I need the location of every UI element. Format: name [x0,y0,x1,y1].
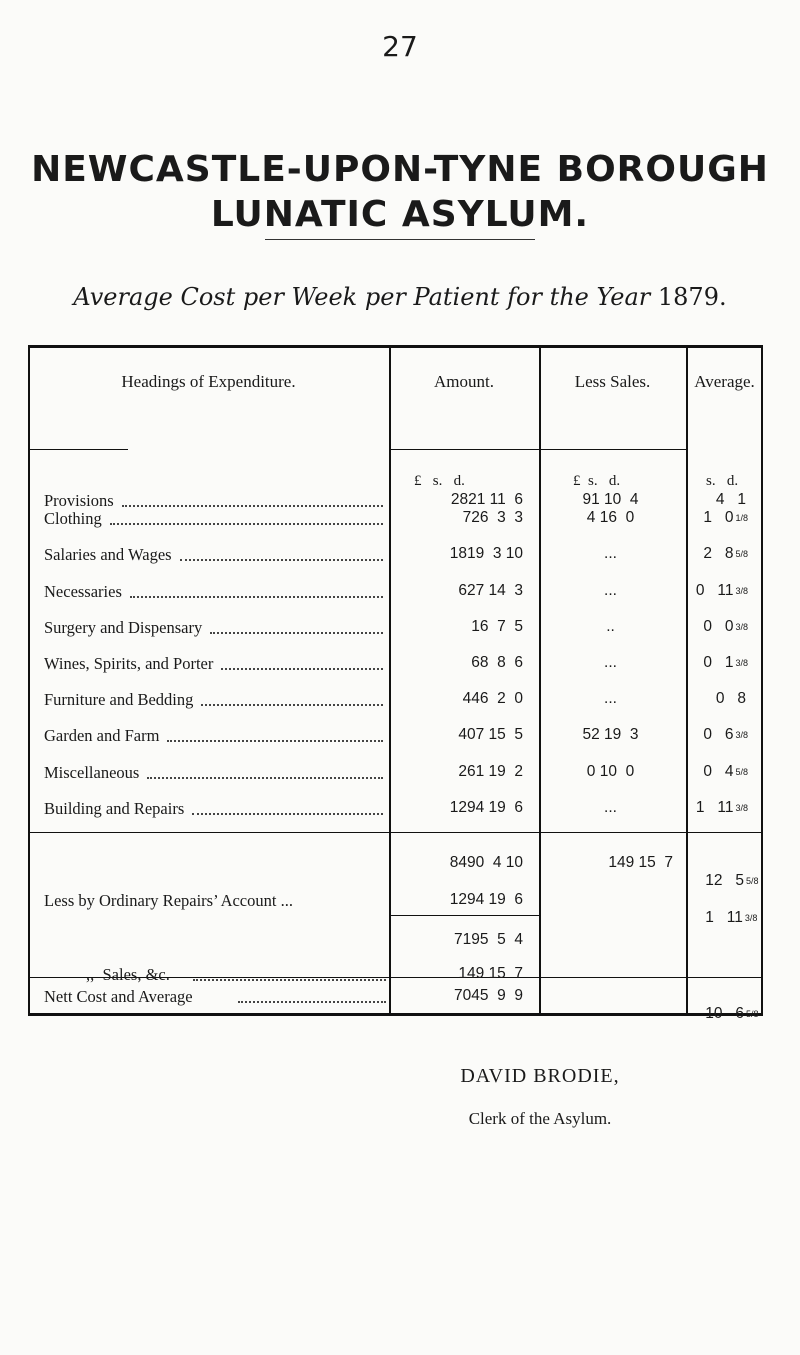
total-avg-d: 5 [735,872,745,889]
row-avg-frac: 3/8 [735,657,748,668]
row-avg-d: 4 [724,762,734,780]
row-average [688,763,748,781]
row-label: Miscellaneous [44,762,140,782]
row-label: Necessaries [44,581,122,601]
table-right-border [761,345,763,1015]
totals-rule [28,832,763,833]
col-divider-2 [539,345,541,1015]
row-average [688,799,748,817]
row-avg-s: 0 [703,617,712,635]
row-amount: 627 14 3 [458,581,523,599]
row-avg-s: 0 [715,690,725,708]
table-bottom-border [28,1013,763,1016]
leader-dots [192,813,383,815]
row-label: Garden and Farm [44,726,160,746]
row-label: Salaries and Wages [44,545,172,565]
total-amount: 8490 4 10 [449,854,523,871]
row-avg-d: 0 [724,617,734,635]
subtotal-amount: 7195 5 4 [454,931,523,948]
nett-avg-frac: 5/8 [746,1008,759,1019]
row-avg-d: 11 [717,581,734,599]
row-avg-d: 6 [724,726,734,744]
row-average [688,509,748,527]
row-avg-frac: 3/8 [735,621,748,632]
row-less-sales: ... [604,690,617,708]
page-number: 27 [382,30,418,63]
leader-dots [193,979,386,981]
row-avg-d: 0 [724,509,734,527]
row-avg-d: 8 [737,690,746,708]
subtitle-year: 1879. [657,283,727,311]
row-amount: 1294 19 6 [449,798,523,816]
row-amount: 261 19 2 [458,762,523,780]
row-amount: 407 15 5 [458,726,523,744]
row-amount: 2821 11 6 [450,491,523,508]
less-repairs-avg-frac: 3/8 [744,912,758,923]
row-avg-d: 8 [724,545,734,563]
header-less-sales: Less Sales. [574,372,651,391]
row-avg-frac: 5/8 [735,766,748,777]
row-average [688,491,748,509]
row-amount: 446 2 0 [462,690,523,708]
row-avg-frac: 3/8 [735,585,748,596]
total-avg-frac: 5/8 [746,875,759,886]
row-less-sales: ... [604,545,617,563]
row-average [688,582,748,600]
header-amount: Amount. [434,372,494,391]
total-avg-s: 12 [705,872,723,889]
title-line-1: NEWCASTLE-UPON-TYNE BOROUGH [31,149,769,190]
signature-role: Clerk of the Asylum. [468,1109,612,1128]
row-less-sales: 91 10 4 [582,491,639,508]
row-avg-s: 0 [703,762,712,780]
signature-name: DAVID BRODIE, [460,1065,620,1087]
header-underline-3 [539,449,686,450]
nett-avg-d: 6 [735,1005,745,1022]
nett-label: Nett Cost and Average [44,987,193,1006]
leader-dots [180,559,383,561]
row-less-sales: ... [604,654,617,671]
expenditure-table [28,345,763,1022]
subtitle [0,283,800,311]
row-less-sales: 0 10 0 [586,762,635,780]
row-less-sales: ... [604,581,617,599]
header-average: Average. [694,372,755,391]
row-avg-frac: 3/8 [735,730,748,741]
row-avg-s: 4 [715,491,725,508]
total-less-sales: 149 15 7 [608,854,673,871]
unit-average: s. d. [706,473,739,489]
row-avg-s: 0 [703,654,712,671]
row-less-sales: ... [604,798,617,816]
row-average [688,545,748,563]
leader-dots [130,596,383,598]
leader-dots [221,668,383,670]
row-avg-s: 1 [703,509,712,527]
row-label: Surgery and Dispensary [44,617,203,637]
subtotal-rule [389,915,539,916]
row-less-sales: .. [606,617,615,635]
row-average [688,690,748,708]
row-amount: 726 3 3 [462,509,523,527]
row-avg-s: 0 [695,581,705,599]
less-sales-label: ,, Sales, &c. [86,965,170,984]
nett-avg-s: 10 [705,1005,723,1022]
table-top-border [28,345,763,348]
row-avg-s: 0 [703,726,712,744]
less-repairs-amount: 1294 19 6 [449,891,523,908]
header-headings: Headings of Expenditure. [121,372,296,391]
leader-dots [238,1001,386,1003]
row-less-sales: 52 19 3 [582,726,639,744]
unit-amount: £ s. d. [414,473,465,489]
row-avg-frac: 1/8 [735,513,748,524]
title-line-2: LUNATIC ASYLUM. [210,194,590,235]
row-amount: 68 8 6 [471,654,523,671]
less-repairs-label: Less by Ordinary Repairs’ Account ... [44,891,293,910]
row-label: Provisions [44,491,114,510]
title-rule [265,239,535,240]
unit-less-sales: £ s. d. [573,473,621,489]
header-underline-2 [389,449,539,450]
row-avg-frac: 3/8 [735,802,748,813]
row-amount: 16 7 5 [471,617,523,635]
row-average [688,618,748,636]
leader-dots [110,523,383,525]
header-underline-1 [28,449,128,450]
row-label: Wines, Spirits, and Porter [44,654,214,673]
row-label: Building and Repairs [44,798,185,818]
row-average [688,726,748,744]
leader-dots [210,632,383,634]
row-avg-s: 1 [695,798,705,816]
row-less-sales: 4 16 0 [586,509,635,527]
leader-dots [201,704,383,706]
row-average [688,654,748,672]
less-sales-amount: 149 15 7 [458,965,523,982]
leader-dots [122,505,383,507]
less-repairs-average [688,891,758,945]
subtitle-text: Average Cost per Week per Patient for the Year [73,283,651,311]
leader-dots [167,740,383,742]
row-avg-d: 1 [724,654,734,671]
row-avg-d: 11 [717,798,734,816]
row-amount: 1819 3 10 [449,545,523,563]
less-repairs-avg-d: 11 [726,909,743,926]
row-label: Furniture and Bedding [44,690,194,710]
leader-dots [147,777,383,779]
nett-average [688,987,759,1041]
less-repairs-avg-s: 1 [705,909,714,926]
table-left-border [28,345,30,1015]
row-label: Clothing [44,509,102,529]
nett-amount: 7045 9 9 [454,987,523,1004]
row-avg-s: 2 [703,545,712,563]
row-avg-frac: 5/8 [735,549,748,560]
row-avg-d: 1 [737,491,746,508]
